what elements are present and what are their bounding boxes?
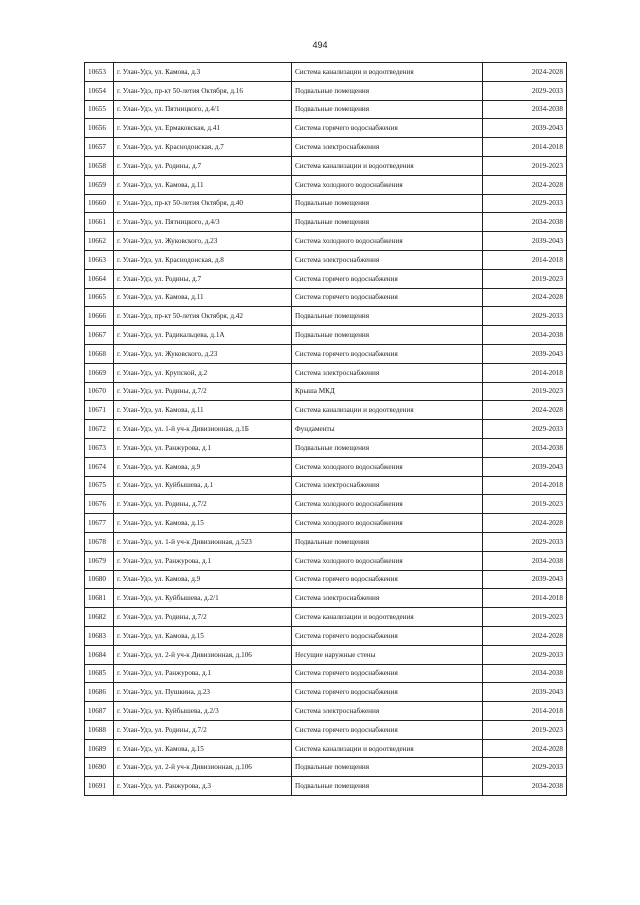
- record-id-cell: 10664: [85, 269, 114, 288]
- period-cell: 2034-2038: [483, 664, 567, 683]
- system-cell: Система канализации и водоотведения: [292, 739, 483, 758]
- period-cell: 2034-2038: [483, 326, 567, 345]
- record-id-cell: 10679: [85, 551, 114, 570]
- register-table: [84, 62, 567, 796]
- system-cell: Подвальные помещения: [292, 213, 483, 232]
- address-cell: г. Улан-Удэ, ул. 2-й уч-к Дивизионная, д.106: [114, 645, 292, 664]
- period-cell: 2039-2043: [483, 232, 567, 251]
- address-cell: г. Улан-Удэ, пр-кт 50-летия Октября, д.40: [114, 194, 292, 213]
- period-cell: 2024-2028: [483, 739, 567, 758]
- period-cell: 2029-2033: [483, 420, 567, 439]
- table-row: [85, 344, 567, 363]
- record-id-cell: 10684: [85, 645, 114, 664]
- period-cell: 2039-2043: [483, 119, 567, 138]
- period-cell: 2014-2018: [483, 363, 567, 382]
- system-cell: Система горячего водоснабжения: [292, 269, 483, 288]
- record-id-cell: 10671: [85, 401, 114, 420]
- system-cell: Система электроснабжения: [292, 363, 483, 382]
- address-cell: г. Улан-Удэ, ул. Ранжурова, д.1: [114, 438, 292, 457]
- table-row: [85, 100, 567, 119]
- period-cell: 2039-2043: [483, 683, 567, 702]
- record-id-cell: 10672: [85, 420, 114, 439]
- address-cell: г. Улан-Удэ, ул. Ранжурова, д.3: [114, 777, 292, 796]
- period-cell: 2024-2028: [483, 175, 567, 194]
- address-cell: г. Улан-Удэ, ул. Куйбышева, д.2/3: [114, 702, 292, 721]
- address-cell: г. Улан-Удэ, ул. Камова, д.9: [114, 457, 292, 476]
- address-cell: г. Улан-Удэ, ул. 2-й уч-к Дивизионная, д.106: [114, 758, 292, 777]
- system-cell: Система горячего водоснабжения: [292, 683, 483, 702]
- record-id-cell: 10669: [85, 363, 114, 382]
- record-id-cell: 10690: [85, 758, 114, 777]
- address-cell: г. Улан-Удэ, ул. Радикальцева, д.1А: [114, 326, 292, 345]
- record-id-cell: 10685: [85, 664, 114, 683]
- table-row: [85, 81, 567, 100]
- record-id-cell: 10678: [85, 532, 114, 551]
- system-cell: Система холодного водоснабжения: [292, 232, 483, 251]
- address-cell: г. Улан-Удэ, ул. Ранжурова, д.1: [114, 551, 292, 570]
- system-cell: Подвальные помещения: [292, 438, 483, 457]
- period-cell: 2029-2033: [483, 758, 567, 777]
- table-row: [85, 495, 567, 514]
- system-cell: Подвальные помещения: [292, 758, 483, 777]
- system-cell: Подвальные помещения: [292, 81, 483, 100]
- period-cell: 2019-2023: [483, 608, 567, 627]
- page-number: 494: [312, 40, 328, 50]
- system-cell: Фундаменты: [292, 420, 483, 439]
- period-cell: 2024-2028: [483, 401, 567, 420]
- table-row: [85, 382, 567, 401]
- period-cell: 2024-2028: [483, 288, 567, 307]
- period-cell: 2014-2018: [483, 138, 567, 157]
- period-cell: 2019-2023: [483, 495, 567, 514]
- table-row: [85, 288, 567, 307]
- table-row: [85, 532, 567, 551]
- table-row: [85, 551, 567, 570]
- table-row: [85, 664, 567, 683]
- record-id-cell: 10656: [85, 119, 114, 138]
- table-row: [85, 194, 567, 213]
- record-id-cell: 10682: [85, 608, 114, 627]
- address-cell: г. Улан-Удэ, ул. Куйбышева, д.1: [114, 476, 292, 495]
- record-id-cell: 10680: [85, 570, 114, 589]
- table-row: [85, 758, 567, 777]
- system-cell: Система электроснабжения: [292, 250, 483, 269]
- record-id-cell: 10686: [85, 683, 114, 702]
- period-cell: 2019-2023: [483, 269, 567, 288]
- system-cell: Подвальные помещения: [292, 194, 483, 213]
- table-row: [85, 119, 567, 138]
- address-cell: г. Улан-Удэ, ул. Родины, д.7: [114, 269, 292, 288]
- table-row: [85, 269, 567, 288]
- record-id-cell: 10666: [85, 307, 114, 326]
- table-row: [85, 570, 567, 589]
- table-row: [85, 307, 567, 326]
- system-cell: Подвальные помещения: [292, 777, 483, 796]
- record-id-cell: 10662: [85, 232, 114, 251]
- address-cell: г. Улан-Удэ, ул. Жуковского, д.23: [114, 344, 292, 363]
- record-id-cell: 10658: [85, 156, 114, 175]
- address-cell: г. Улан-Удэ, ул. Пятницкого, д.4/1: [114, 100, 292, 119]
- address-cell: г. Улан-Удэ, ул. Камова, д.11: [114, 288, 292, 307]
- system-cell: Система холодного водоснабжения: [292, 495, 483, 514]
- record-id-cell: 10675: [85, 476, 114, 495]
- period-cell: 2039-2043: [483, 570, 567, 589]
- record-id-cell: 10676: [85, 495, 114, 514]
- system-cell: Система горячего водоснабжения: [292, 664, 483, 683]
- table-row: [85, 777, 567, 796]
- address-cell: г. Улан-Удэ, ул. Родины, д.7/2: [114, 382, 292, 401]
- record-id-cell: 10677: [85, 514, 114, 533]
- system-cell: Система электроснабжения: [292, 476, 483, 495]
- system-cell: Подвальные помещения: [292, 326, 483, 345]
- record-id-cell: 10687: [85, 702, 114, 721]
- system-cell: Система электроснабжения: [292, 702, 483, 721]
- address-cell: г. Улан-Удэ, ул. Родины, д.7: [114, 156, 292, 175]
- table-row: [85, 232, 567, 251]
- table-row: [85, 608, 567, 627]
- table-row: [85, 626, 567, 645]
- system-cell: Система холодного водоснабжения: [292, 514, 483, 533]
- system-cell: Система электроснабжения: [292, 138, 483, 157]
- period-cell: 2034-2038: [483, 213, 567, 232]
- address-cell: г. Улан-Удэ, ул. Крупской, д.2: [114, 363, 292, 382]
- record-id-cell: 10670: [85, 382, 114, 401]
- system-cell: Система горячего водоснабжения: [292, 720, 483, 739]
- address-cell: г. Улан-Удэ, пр-кт 50-летия Октября, д.16: [114, 81, 292, 100]
- table-row: [85, 363, 567, 382]
- period-cell: 2024-2028: [483, 626, 567, 645]
- table-row: [85, 720, 567, 739]
- system-cell: Несущие наружные стены: [292, 645, 483, 664]
- table-row: [85, 457, 567, 476]
- record-id-cell: 10668: [85, 344, 114, 363]
- period-cell: 2039-2043: [483, 457, 567, 476]
- address-cell: г. Улан-Удэ, ул. Камова, д.3: [114, 63, 292, 82]
- table-row: [85, 476, 567, 495]
- period-cell: 2029-2033: [483, 194, 567, 213]
- system-cell: Подвальные помещения: [292, 100, 483, 119]
- period-cell: 2034-2038: [483, 777, 567, 796]
- system-cell: Система канализации и водоотведения: [292, 156, 483, 175]
- table-row: [85, 63, 567, 82]
- table-row: [85, 175, 567, 194]
- table-row: [85, 138, 567, 157]
- address-cell: г. Улан-Удэ, ул. 1-й уч-к Дивизионная, д.523: [114, 532, 292, 551]
- address-cell: г. Улан-Удэ, ул. Родины, д.7/2: [114, 495, 292, 514]
- system-cell: Подвальные помещения: [292, 532, 483, 551]
- address-cell: г. Улан-Удэ, ул. Камова, д.11: [114, 175, 292, 194]
- address-cell: г. Улан-Удэ, ул. Камова, д.15: [114, 514, 292, 533]
- system-cell: Система холодного водоснабжения: [292, 457, 483, 476]
- system-cell: Крыша МКД: [292, 382, 483, 401]
- system-cell: Система холодного водоснабжения: [292, 175, 483, 194]
- period-cell: 2029-2033: [483, 81, 567, 100]
- table-row: [85, 645, 567, 664]
- period-cell: 2019-2023: [483, 720, 567, 739]
- period-cell: 2014-2018: [483, 589, 567, 608]
- record-id-cell: 10660: [85, 194, 114, 213]
- record-id-cell: 10673: [85, 438, 114, 457]
- address-cell: г. Улан-Удэ, ул. Камова, д.9: [114, 570, 292, 589]
- period-cell: 2014-2018: [483, 476, 567, 495]
- system-cell: Система горячего водоснабжения: [292, 626, 483, 645]
- system-cell: Система горячего водоснабжения: [292, 570, 483, 589]
- period-cell: 2034-2038: [483, 438, 567, 457]
- address-cell: г. Улан-Удэ, ул. Краснодонская, д.7: [114, 138, 292, 157]
- address-cell: г. Улан-Удэ, ул. Куйбышева, д.2/1: [114, 589, 292, 608]
- record-id-cell: 10657: [85, 138, 114, 157]
- record-id-cell: 10674: [85, 457, 114, 476]
- record-id-cell: 10653: [85, 63, 114, 82]
- address-cell: г. Улан-Удэ, ул. Ермаковская, д.41: [114, 119, 292, 138]
- address-cell: г. Улан-Удэ, ул. Пятницкого, д.4/3: [114, 213, 292, 232]
- system-cell: Система горячего водоснабжения: [292, 119, 483, 138]
- table-row: [85, 213, 567, 232]
- address-cell: г. Улан-Удэ, ул. Камова, д.15: [114, 626, 292, 645]
- record-id-cell: 10689: [85, 739, 114, 758]
- record-id-cell: 10667: [85, 326, 114, 345]
- period-cell: 2039-2043: [483, 344, 567, 363]
- address-cell: г. Улан-Удэ, ул. Пушкина, д.23: [114, 683, 292, 702]
- system-cell: Система канализации и водоотведения: [292, 401, 483, 420]
- record-id-cell: 10665: [85, 288, 114, 307]
- period-cell: 2024-2028: [483, 514, 567, 533]
- table-row: [85, 702, 567, 721]
- period-cell: 2019-2023: [483, 156, 567, 175]
- record-id-cell: 10654: [85, 81, 114, 100]
- system-cell: Подвальные помещения: [292, 307, 483, 326]
- address-cell: г. Улан-Удэ, ул. Краснодонская, д.8: [114, 250, 292, 269]
- table-row: [85, 683, 567, 702]
- table-row: [85, 420, 567, 439]
- register-table-body: [85, 63, 567, 796]
- period-cell: 2034-2038: [483, 100, 567, 119]
- system-cell: Система канализации и водоотведения: [292, 63, 483, 82]
- record-id-cell: 10659: [85, 175, 114, 194]
- system-cell: Система холодного водоснабжения: [292, 551, 483, 570]
- period-cell: 2014-2018: [483, 250, 567, 269]
- table-row: [85, 156, 567, 175]
- record-id-cell: 10663: [85, 250, 114, 269]
- system-cell: Система горячего водоснабжения: [292, 344, 483, 363]
- period-cell: 2019-2023: [483, 382, 567, 401]
- table-row: [85, 250, 567, 269]
- table-row: [85, 739, 567, 758]
- table-row: [85, 401, 567, 420]
- record-id-cell: 10655: [85, 100, 114, 119]
- address-cell: г. Улан-Удэ, ул. Камова, д.11: [114, 401, 292, 420]
- system-cell: Система горячего водоснабжения: [292, 288, 483, 307]
- period-cell: 2029-2033: [483, 307, 567, 326]
- period-cell: 2024-2028: [483, 63, 567, 82]
- record-id-cell: 10681: [85, 589, 114, 608]
- table-row: [85, 326, 567, 345]
- address-cell: г. Улан-Удэ, ул. 1-й уч-к Дивизионная, д.1Б: [114, 420, 292, 439]
- record-id-cell: 10691: [85, 777, 114, 796]
- period-cell: 2034-2038: [483, 551, 567, 570]
- table-row: [85, 514, 567, 533]
- record-id-cell: 10661: [85, 213, 114, 232]
- period-cell: 2029-2033: [483, 645, 567, 664]
- record-id-cell: 10683: [85, 626, 114, 645]
- period-cell: 2014-2018: [483, 702, 567, 721]
- address-cell: г. Улан-Удэ, ул. Родины, д.7/2: [114, 720, 292, 739]
- table-row: [85, 589, 567, 608]
- address-cell: г. Улан-Удэ, ул. Родины, д.7/2: [114, 608, 292, 627]
- system-cell: Система канализации и водоотведения: [292, 608, 483, 627]
- address-cell: г. Улан-Удэ, ул. Камова, д.15: [114, 739, 292, 758]
- address-cell: г. Улан-Удэ, ул. Ранжурова, д.1: [114, 664, 292, 683]
- address-cell: г. Улан-Удэ, пр-кт 50-летия Октября, д.42: [114, 307, 292, 326]
- period-cell: 2029-2033: [483, 532, 567, 551]
- system-cell: Система электроснабжения: [292, 589, 483, 608]
- address-cell: г. Улан-Удэ, ул. Жуковского, д.23: [114, 232, 292, 251]
- record-id-cell: 10688: [85, 720, 114, 739]
- table-row: [85, 438, 567, 457]
